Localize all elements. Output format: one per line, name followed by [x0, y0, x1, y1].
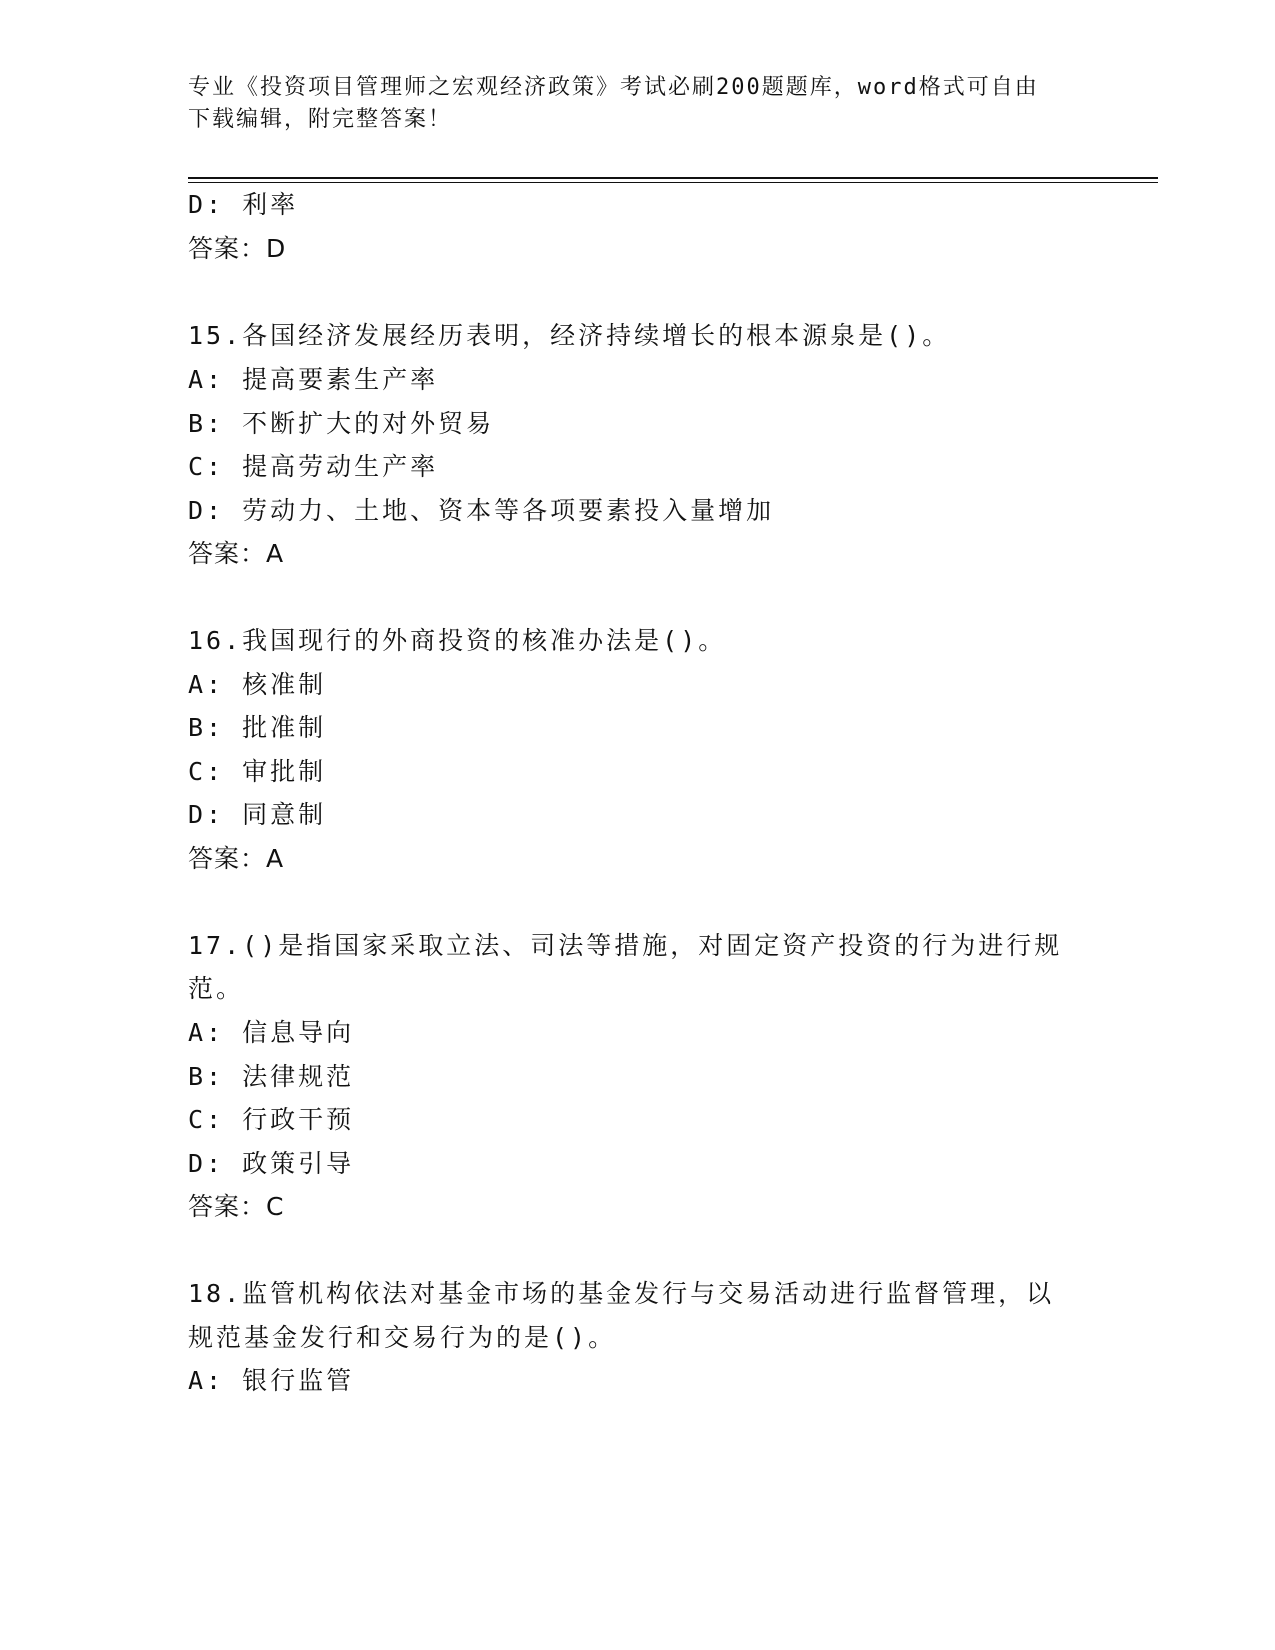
q17-option-a: A: 信息导向	[188, 1018, 355, 1047]
q17-option-d: D: 政策引导	[188, 1149, 355, 1178]
q15-answer: 答案：A	[188, 539, 285, 568]
q16-answer: 答案：A	[188, 844, 285, 873]
document-header	[188, 72, 1068, 136]
q16-question: 16.我国现行的外商投资的核准办法是()。	[188, 626, 727, 655]
q16-option-c: C: 审批制	[188, 757, 327, 786]
prev-option-d: D: 利率	[188, 190, 299, 219]
q15-option-d: D: 劳动力、土地、资本等各项要素投入量增加	[188, 496, 775, 525]
q18-question-line-1: 18.监管机构依法对基金市场的基金发行与交易活动进行监督管理，以	[188, 1279, 1055, 1308]
q16-option-a: A: 核准制	[188, 670, 327, 699]
q17-option-c: C: 行政干预	[188, 1105, 355, 1134]
q15-question: 15.各国经济发展经历表明，经济持续增长的根本源泉是()。	[188, 321, 951, 350]
prev-answer: 答案：D	[188, 234, 287, 263]
q15-option-b: B: 不断扩大的对外贸易	[188, 409, 495, 438]
q15-option-a: A: 提高要素生产率	[188, 365, 439, 394]
header-divider-thin	[188, 182, 1158, 183]
q17-question-line-1: 17.()是指国家采取立法、司法等措施，对固定资产投资的行为进行规	[188, 931, 1063, 960]
q18-question-line-2: 规范基金发行和交易行为的是()。	[188, 1323, 617, 1352]
header-divider-thick	[188, 177, 1158, 179]
q17-question-line-2: 范。	[188, 974, 245, 1003]
q18-option-a: A: 银行监管	[188, 1366, 355, 1395]
q17-answer: 答案：C	[188, 1192, 285, 1221]
q16-option-b: B: 批准制	[188, 713, 327, 742]
header-line-2: 下载编辑，附完整答案！	[188, 107, 453, 132]
q15-option-c: C: 提高劳动生产率	[188, 452, 439, 481]
q17-option-b: B: 法律规范	[188, 1062, 355, 1091]
q16-option-d: D: 同意制	[188, 800, 327, 829]
header-line-1: 专业《投资项目管理师之宏观经济政策》考试必刷200题题库，word格式可自由	[188, 75, 1039, 100]
